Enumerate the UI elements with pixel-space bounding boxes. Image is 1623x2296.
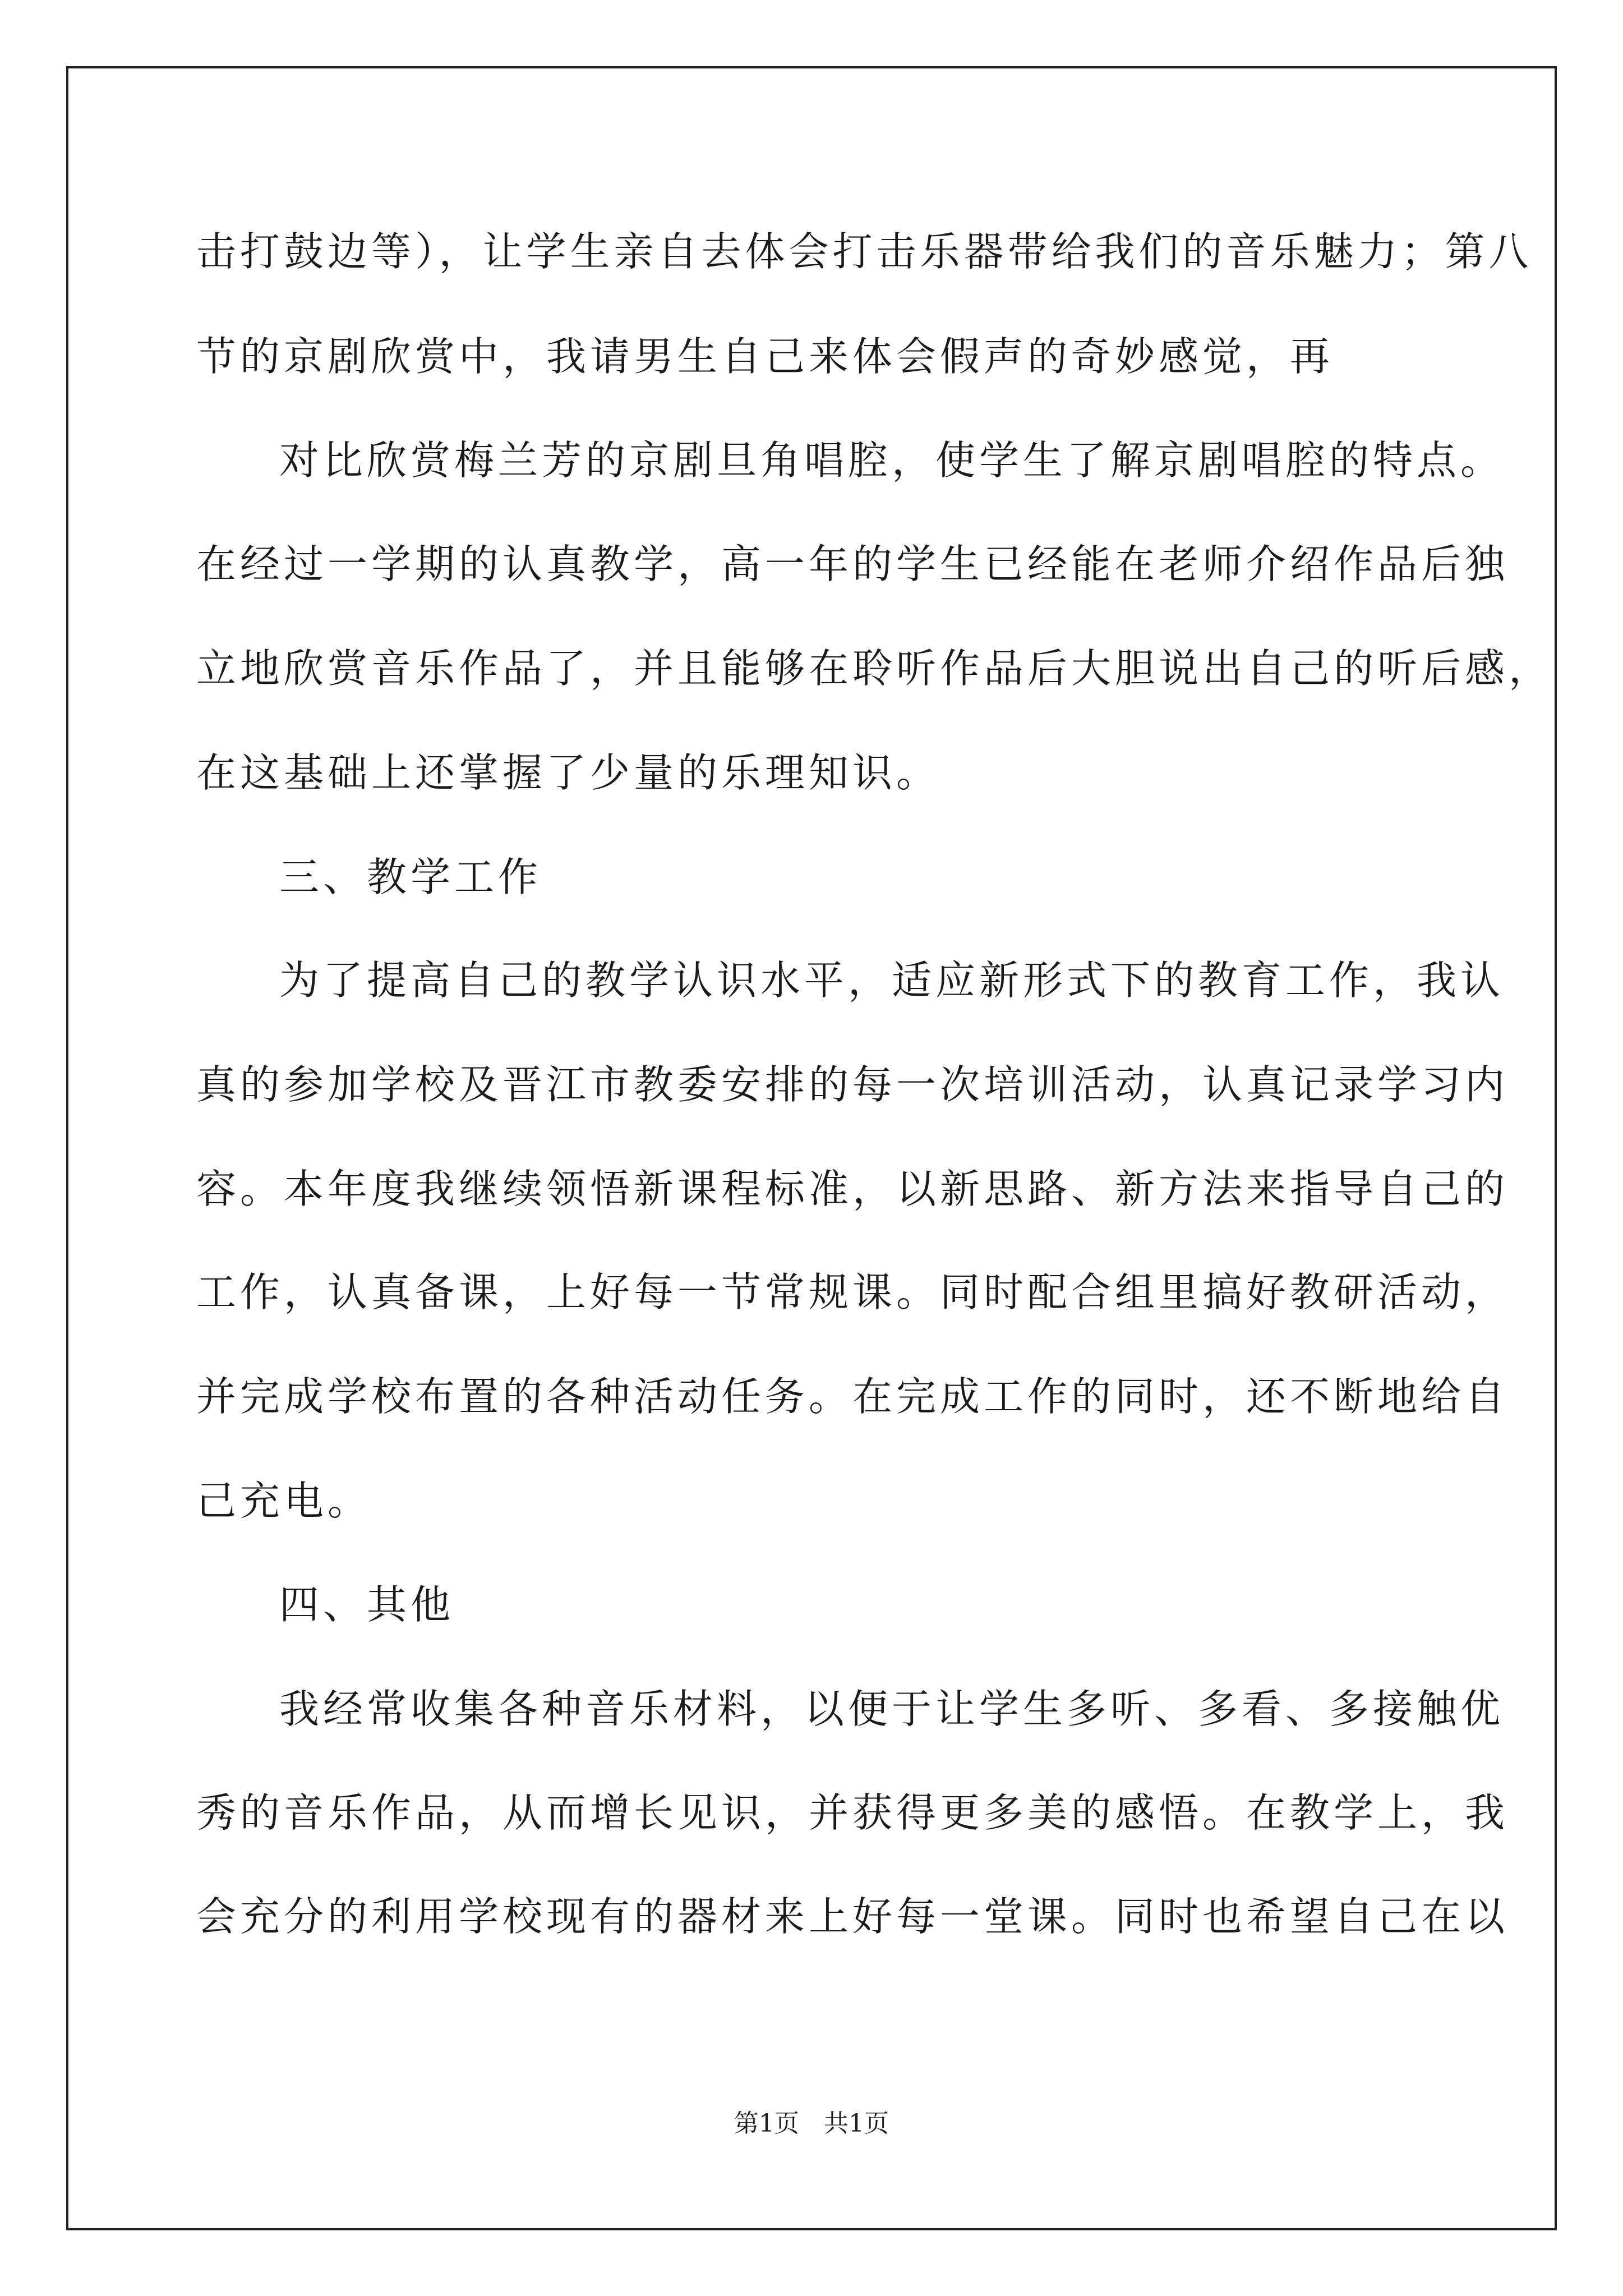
text-line: 节的京剧欣赏中，我请男生自己来体会假声的奇妙感觉，再 — [196, 333, 1334, 380]
text-line: 秀的音乐作品，从而增长见识，并获得更多美的感悟。在教学上，我 — [196, 1789, 1509, 1836]
section-heading: 四、其他 — [279, 1581, 455, 1628]
page-footer: 第1页 共1页 — [734, 2109, 889, 2138]
text-line: 我经常收集各种音乐材料，以便于让学生多听、多看、多接触优 — [279, 1686, 1505, 1732]
section-heading: 三、教学工作 — [279, 854, 542, 900]
text-line: 会充分的利用学校现有的器材来上好每一堂课。同时也希望自己在以 — [196, 1893, 1509, 1940]
text-line: 并完成学校布置的各种活动任务。在完成工作的同时，还不断地给自 — [196, 1373, 1509, 1420]
text-line: 击打鼓边等），让学生亲自去体会打击乐器带给我们的音乐魅力；第八 — [196, 228, 1533, 275]
text-line: 己充电。 — [196, 1478, 372, 1524]
text-line: 对比欣赏梅兰芳的京剧旦角唱腔，使学生了解京剧唱腔的特点。 — [279, 437, 1505, 484]
text-line: 立地欣赏音乐作品了，并且能够在聆听作品后大胆说出自己的听后感， — [196, 645, 1553, 692]
text-line: 在这基础上还掌握了少量的乐理知识。 — [196, 749, 940, 796]
text-line: 容。本年度我继续领悟新课程标准，以新思路、新方法来指导自己的 — [196, 1166, 1509, 1212]
text-line: 在经过一学期的认真教学，高一年的学生已经能在老师介绍作品后独 — [196, 541, 1509, 587]
text-line: 真的参加学校及晋江市教委安排的每一次培训活动，认真记录学习内 — [196, 1061, 1509, 1108]
text-line: 工作，认真备课，上好每一节常规课。同时配合组里搞好教研活动， — [196, 1269, 1509, 1315]
text-line: 为了提高自己的教学认识水平，适应新形式下的教育工作，我认 — [279, 957, 1505, 1004]
